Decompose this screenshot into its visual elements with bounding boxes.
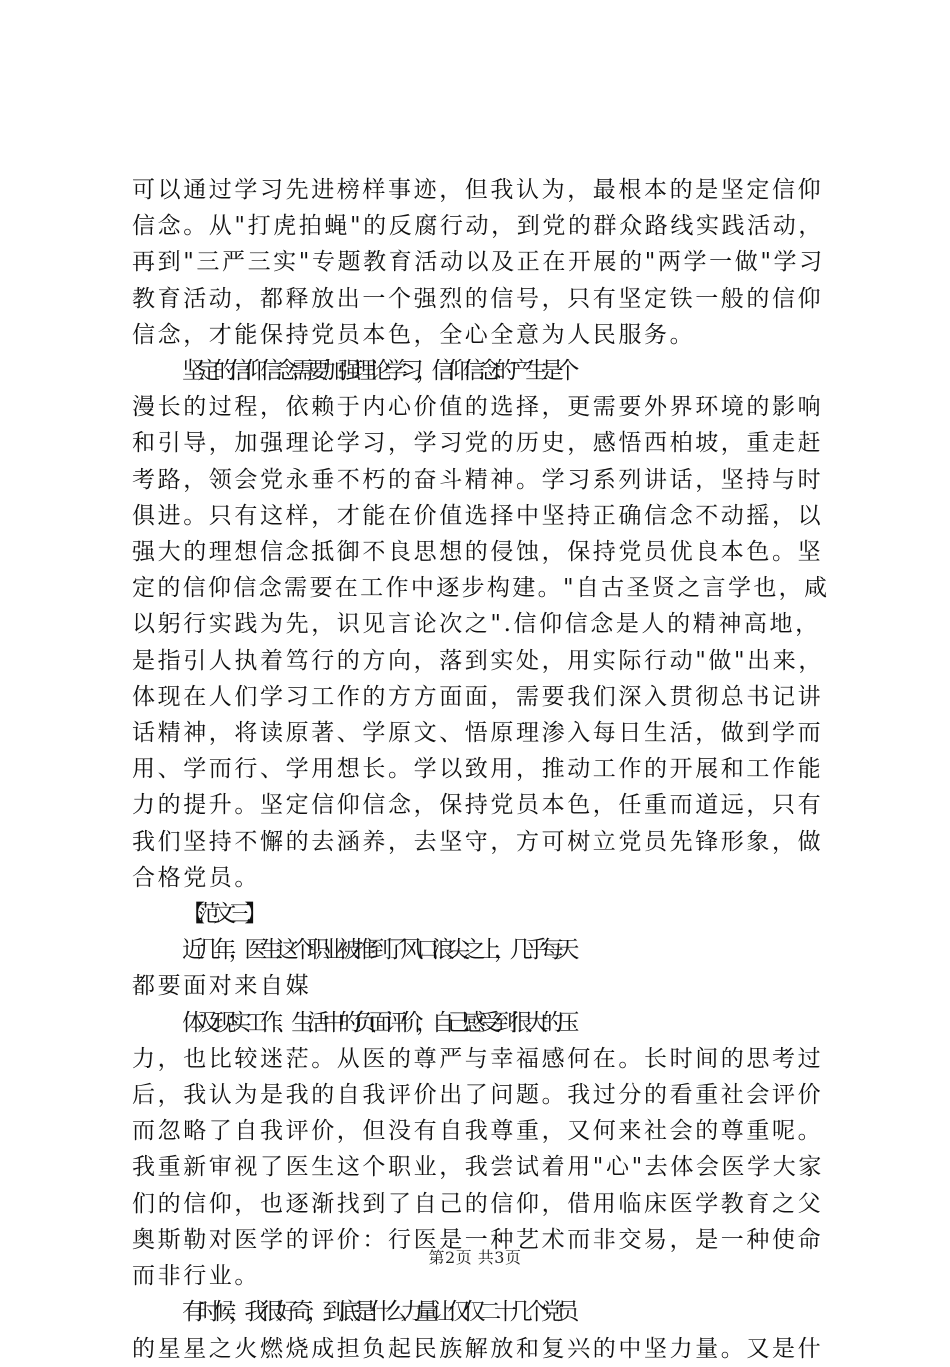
text-line: 信念。从"打虎拍蝇"的反腐行动，到党的群众路线实践活动， bbox=[132, 213, 824, 240]
text-line: 而非行业。 bbox=[132, 1263, 260, 1290]
text-line: 近几年，医生这个职业被推到了风口浪尖之上，几乎每天 bbox=[182, 937, 573, 964]
text-line: 【范文三】 bbox=[182, 901, 261, 928]
text-line: 力，也比较迷茫。从医的尊严与幸福感何在。长时间的思考过 bbox=[132, 1045, 824, 1072]
text-line: 我重新审视了医生这个职业，我尝试着用"心"去体会医学大家 bbox=[132, 1154, 824, 1181]
text-line: 教育活动，都释放出一个强烈的信号，只有坚定铁一般的信仰 bbox=[132, 285, 824, 312]
text-line: 话精神，将读原著、学原文、悟原理渗入每日生活，做到学而 bbox=[132, 720, 824, 747]
text-line: 漫长的过程，依赖于内心价值的选择，更需要外界环境的影响 bbox=[132, 394, 824, 421]
text-line: 体现在人们学习工作的方方面面，需要我们深入贯彻总书记讲 bbox=[132, 683, 824, 710]
page-footer: 第2页 共3页 bbox=[428, 1248, 522, 1267]
text-line: 俱进。只有这样，才能在价值选择中坚持正确信念不动摇，以 bbox=[132, 502, 824, 529]
text-line: 合格党员。 bbox=[132, 864, 260, 891]
text-line: 都要面对来自媒 bbox=[132, 973, 312, 1000]
text-line: 奥斯勒对医学的评价：行医是一种艺术而非交易，是一种使命 bbox=[132, 1226, 824, 1253]
text-line: 的星星之火燃烧成担负起民族解放和复兴的中坚力量。又是什 bbox=[132, 1335, 824, 1362]
text-line: 有时候，我很好奇，到底是什么力量让仅仅二十几个党员 bbox=[182, 1299, 573, 1326]
text-line: 再到"三严三实"专题教育活动以及正在开展的"两学一做"学习 bbox=[132, 249, 825, 276]
text-line: 和引导，加强理论学习，学习党的历史，感悟西柏坡，重走赶 bbox=[132, 430, 824, 457]
text-line: 考路，领会党永垂不朽的奋斗精神。学习系列讲话，坚持与时 bbox=[132, 466, 824, 493]
text-line: 以躬行实践为先，识见言论次之".信仰信念是人的精神高地， bbox=[132, 611, 821, 638]
text-line: 而忽略了自我评价，但没有自我尊重，又何来社会的尊重呢。 bbox=[132, 1118, 824, 1145]
text-line: 强大的理想信念抵御不良思想的侵蚀，保持党员优良本色。坚 bbox=[132, 539, 824, 566]
text-line: 坚定的信仰信念需要加强理论学习，信仰信念的产生是个 bbox=[182, 358, 573, 385]
text-line: 我们坚持不懈的去涵养，去坚守，方可树立党员先锋形象，做 bbox=[132, 828, 824, 855]
text-line: 信念，才能保持党员本色，全心全意为人民服务。 bbox=[132, 321, 696, 348]
text-line: 用、学而行、学用想长。学以致用，推动工作的开展和工作能 bbox=[132, 756, 824, 783]
text-line: 可以通过学习先进榜样事迹，但我认为，最根本的是坚定信仰 bbox=[132, 177, 824, 203]
text-line: 体及现实工作、生活中的负面评价，自己感受到很大的压 bbox=[182, 1009, 573, 1036]
document-body bbox=[132, 172, 832, 1367]
text-line: 们的信仰，也逐渐找到了自己的信仰，借用临床医学教育之父 bbox=[132, 1190, 824, 1217]
text-line: 后，我认为是我的自我评价出了问题。我过分的看重社会评价 bbox=[132, 1082, 824, 1109]
text-line: 是指引人执着笃行的方向，落到实处，用实际行动"做"出来， bbox=[132, 647, 824, 674]
text-line: 定的信仰信念需要在工作中逐步构建。"自古圣贤之言学也，咸 bbox=[132, 575, 830, 602]
body-text bbox=[132, 172, 832, 1367]
text-line: 力的提升。坚定信仰信念，保持党员本色，任重而道远，只有 bbox=[132, 792, 824, 819]
